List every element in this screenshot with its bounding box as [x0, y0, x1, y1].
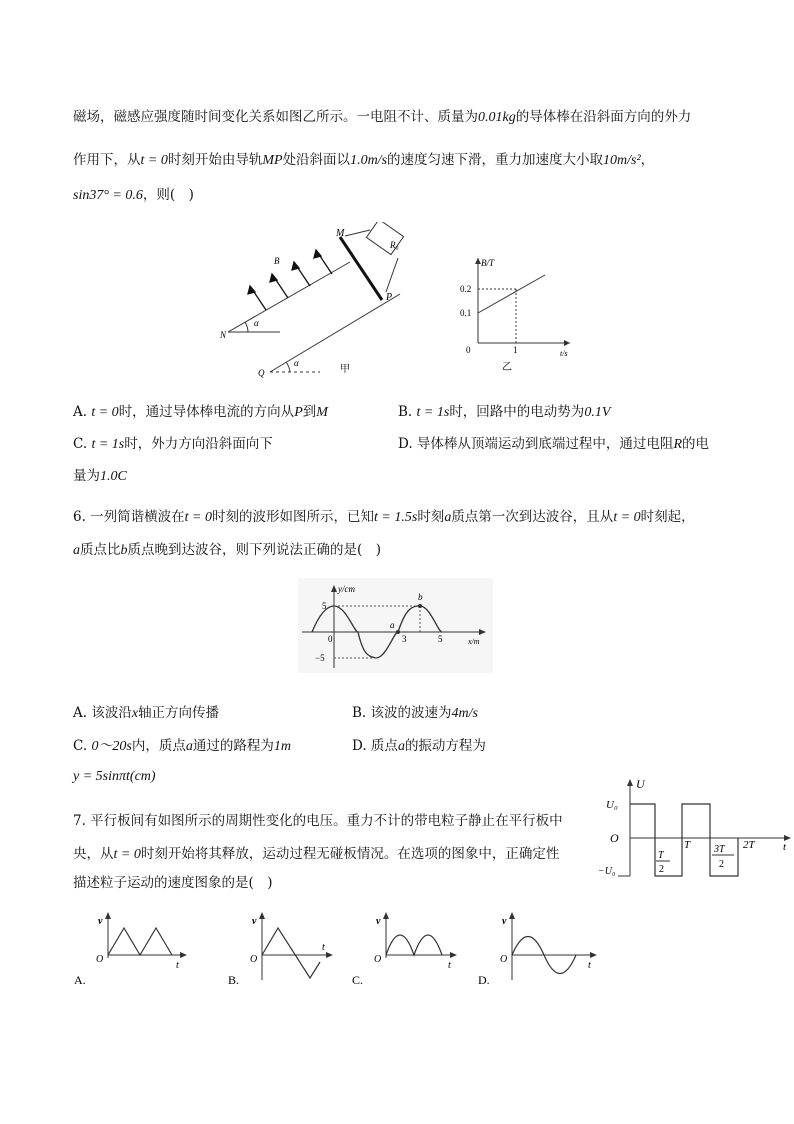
- q7-option-C-graph[interactable]: [350, 910, 462, 990]
- q5-option-B[interactable]: B. t = 1s时，回路中的电动势为0.1V: [398, 404, 611, 420]
- volt-O: O: [610, 831, 619, 845]
- yi-tick-0.1: 0.1: [460, 308, 472, 318]
- q7-option-B-graph[interactable]: [226, 910, 336, 990]
- q7-stem-line-3: 描述粒子运动的速度图象的是( ): [73, 875, 273, 891]
- label-M: M: [336, 228, 345, 239]
- optB-O: O: [250, 954, 258, 965]
- optB-label: B.: [228, 973, 240, 987]
- volt-2T: 2T: [743, 839, 755, 851]
- volt-3T-half-den: 2: [719, 859, 724, 870]
- wave-point-a: a: [390, 620, 395, 630]
- volt-t: t: [783, 841, 787, 853]
- wave-ylabel: y/cm: [338, 584, 355, 594]
- volt-T-half-den: 2: [659, 864, 664, 875]
- optC-O: O: [374, 954, 382, 965]
- label-alpha-1: α: [254, 318, 259, 328]
- optB-t: t: [322, 942, 325, 953]
- yi-tick-0.2: 0.2: [460, 284, 472, 294]
- q5-option-A[interactable]: A. t = 0时，通过导体棒电流的方向从P到M: [73, 404, 328, 420]
- figure-jia-incline: [210, 222, 420, 382]
- q6-option-B[interactable]: B. 该波的波速为4m/s: [352, 705, 478, 721]
- optD-t: t: [588, 960, 591, 971]
- label-P: P: [386, 292, 393, 303]
- wave-tick-5: 5: [322, 601, 327, 611]
- caption-jia: 甲: [340, 364, 350, 375]
- optA-v: v: [98, 916, 103, 927]
- wave-tick-3: 3: [402, 634, 407, 644]
- optC-t: t: [448, 960, 451, 971]
- q5-option-D[interactable]: D. 导体棒从顶端运动到底端过程中，通过电阻R的电: [398, 436, 709, 452]
- optA-label: A.: [74, 973, 86, 987]
- optC-v: v: [376, 916, 381, 927]
- q5-intro-line-1: 磁场，磁感应强度随时间变化关系如图乙所示。一电阻不计、质量为0.01kg的导体棒在沿斜面方向的外力: [73, 109, 692, 125]
- volt-T: T: [684, 839, 691, 851]
- optC-label: C.: [352, 973, 364, 987]
- wave-xlabel: x/m: [468, 637, 480, 646]
- wave-origin: 0: [328, 634, 333, 644]
- label-alpha-2: α: [294, 358, 299, 368]
- q6-option-D-equation: y = 5sinπt(cm): [73, 769, 156, 784]
- optA-t: t: [176, 960, 179, 971]
- label-N: N: [220, 330, 227, 340]
- q6-option-C[interactable]: C. 0～20s内，质点a通过的路程为1m: [73, 738, 292, 754]
- optD-label: D.: [478, 973, 490, 987]
- q6-stem-line-1: 6. 一列简谐横波在t = 0时刻的波形如图所示，已知t = 1.5s时刻a质点第一次到达波谷，且从t = 0时刻起，: [73, 509, 695, 525]
- label-Q: Q: [258, 368, 265, 378]
- label-B: B: [274, 256, 280, 266]
- yi-xlabel: t/s: [560, 349, 568, 358]
- q5-option-D-cont: 量为1.0C: [73, 468, 127, 484]
- volt-mU0: −U₀: [598, 866, 616, 877]
- yi-tick-1: 1: [513, 345, 518, 355]
- wave-tick-m5: −5: [315, 653, 325, 663]
- q7-stem-line-2: 央，从t = 0时刻开始将其释放，运动过程无碰板情况。在选项的图象中，正确定性: [73, 846, 560, 862]
- figure-yi-B-t-graph: [450, 228, 580, 378]
- q7-option-A-graph[interactable]: [72, 910, 202, 990]
- caption-yi: 乙: [502, 362, 512, 373]
- wave-point-b: b: [418, 592, 423, 602]
- yi-origin: 0: [466, 345, 471, 355]
- volt-U: U: [636, 777, 645, 791]
- volt-U0: U₀: [606, 799, 618, 811]
- optD-O: O: [500, 954, 508, 965]
- optB-v: v: [252, 916, 257, 927]
- figure-voltage-square-wave: [598, 776, 794, 882]
- q5-intro-line-3: sin37° = 0.6，则( ): [73, 187, 194, 203]
- optA-O: O: [96, 954, 104, 965]
- volt-T-half-num: T: [658, 850, 664, 861]
- q5-option-C[interactable]: C. t = 1s时，外力方向沿斜面向下: [73, 436, 273, 452]
- q6-option-A[interactable]: A. 该波沿x轴正方向传播: [73, 705, 220, 721]
- yi-ylabel: B/T: [481, 258, 495, 268]
- volt-3T-half-num: 3T: [714, 844, 725, 855]
- q5-intro-line-2: 作用下，从t = 0时刻开始由导轨MP处沿斜面以1.0m/s的速度匀速下滑，重力加速度大小取10m/s²，: [73, 152, 655, 168]
- q6-option-D[interactable]: D. 质点a的振动方程为: [352, 738, 486, 754]
- q7-stem-line-1: 7. 平行板间有如图所示的周期性变化的电压。重力不计的带电粒子静止在平行板中: [73, 813, 563, 829]
- label-R0: R₀: [390, 240, 399, 250]
- optD-v: v: [502, 916, 507, 927]
- wave-tick-x5: 5: [438, 634, 443, 644]
- q6-stem-line-2: a质点比b质点晚到达波谷，则下列说法正确的是( ): [73, 542, 382, 558]
- figure-wave: [298, 578, 493, 673]
- q7-option-D-graph[interactable]: [476, 910, 602, 990]
